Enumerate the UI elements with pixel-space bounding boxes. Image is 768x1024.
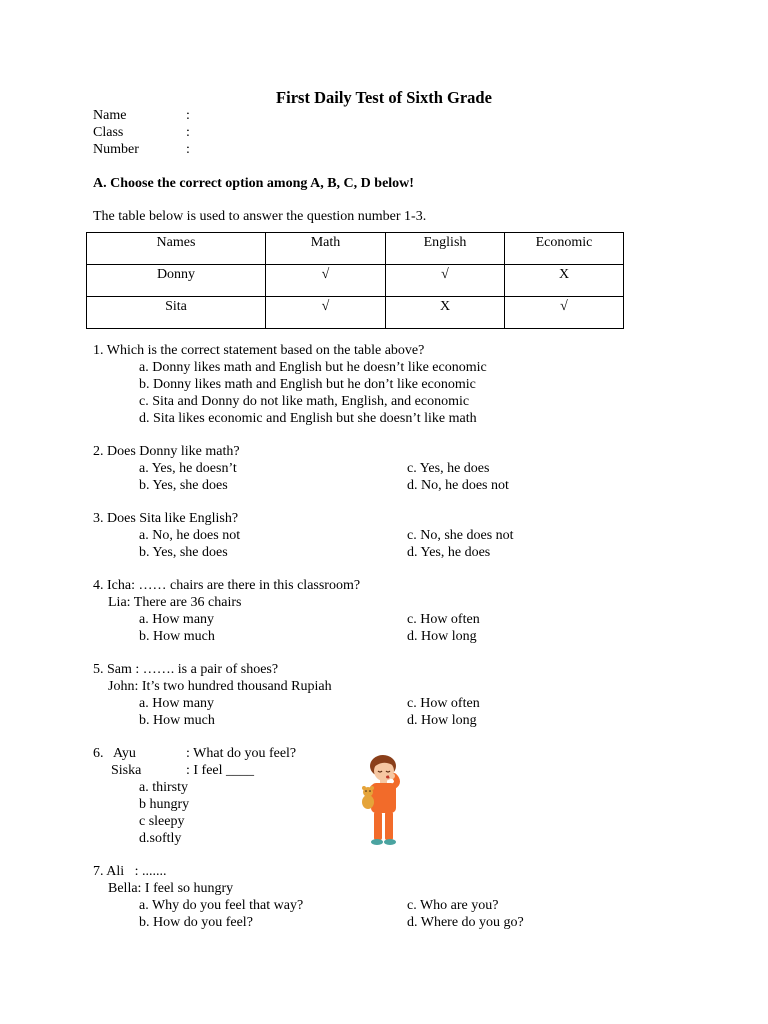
question-1-option-b: b. Donny likes math and English but he don’t like economic <box>139 377 476 392</box>
number-colon: : <box>186 142 190 157</box>
question-6-option-d: d.softly <box>139 831 182 846</box>
question-5-dialogue: John: It’s two hundred thousand Rupiah <box>108 679 332 694</box>
table-header-row <box>87 233 624 265</box>
question-5-option-b: b. How much <box>139 713 215 728</box>
question-7-option-c: c. Who are you? <box>407 898 499 913</box>
question-5-stem: 5. Sam : ……. is a pair of shoes? <box>93 662 279 677</box>
question-6-option-c: c sleepy <box>139 814 185 829</box>
question-1-option-c: c. Sita and Donny do not like math, English, and economic <box>139 394 470 409</box>
question-6-option-b: b hungry <box>139 797 190 812</box>
table-header-cell: Economic <box>505 233 624 265</box>
table-cell: √ <box>386 265 505 297</box>
question-6-line-1: : What do you feel? <box>186 746 297 761</box>
table-cell: √ <box>266 265 386 297</box>
question-4-option-b: b. How much <box>139 629 215 644</box>
question-7-stem: 7. Ali : ....... <box>93 864 167 879</box>
table-header-cell: Names <box>87 233 266 265</box>
table-cell: Donny <box>87 265 266 297</box>
table-header-cell: Math <box>266 233 386 265</box>
question-4-stem: 4. Icha: …… chairs are there in this classroom? <box>93 578 361 593</box>
page-title: First Daily Test of Sixth Grade <box>276 88 492 107</box>
question-1-option-a: a. Donny likes math and English but he doesn’t like economic <box>139 360 487 375</box>
table-row <box>87 297 624 329</box>
question-4-dialogue: Lia: There are 36 chairs <box>108 595 242 610</box>
question-3-option-c: c. No, she does not <box>407 528 514 543</box>
name-label: Name <box>93 108 127 123</box>
question-2-option-a: a. Yes, he doesn’t <box>139 461 237 476</box>
table-cell: √ <box>505 297 624 329</box>
question-7-option-a: a. Why do you feel that way? <box>139 898 304 913</box>
table-intro: The table below is used to answer the question number 1-3. <box>93 209 427 224</box>
question-3-option-d: d. Yes, he does <box>407 545 491 560</box>
question-6-number: 6. <box>93 746 104 761</box>
question-5-option-a: a. How many <box>139 696 215 711</box>
question-4-option-a: a. How many <box>139 612 215 627</box>
question-5-option-c: c. How often <box>407 696 480 711</box>
question-1-option-d: d. Sita likes economic and English but she doesn’t like math <box>139 411 477 426</box>
question-3-option-a: a. No, he does not <box>139 528 241 543</box>
question-3-option-b: b. Yes, she does <box>139 545 228 560</box>
question-6-option-a: a. thirsty <box>139 780 188 795</box>
question-2-option-b: b. Yes, she does <box>139 478 228 493</box>
sleepy-child-illustration <box>356 752 410 848</box>
question-3-stem: 3. Does Sita like English? <box>93 511 239 526</box>
question-7-dialogue: Bella: I feel so hungry <box>108 881 234 896</box>
question-2-stem: 2. Does Donny like math? <box>93 444 240 459</box>
question-6-speaker-2: Siska <box>111 763 142 778</box>
table-header-cell: English <box>386 233 505 265</box>
question-4-option-d: d. How long <box>407 629 477 644</box>
question-7-option-b: b. How do you feel? <box>139 915 253 930</box>
name-colon: : <box>186 108 190 123</box>
subjects-table <box>86 232 624 329</box>
table-cell: X <box>505 265 624 297</box>
table-cell: √ <box>266 297 386 329</box>
table-row <box>87 265 624 297</box>
section-a-heading: A. Choose the correct option among A, B, C, D below! <box>93 176 414 191</box>
class-colon: : <box>186 125 190 140</box>
question-2-option-d: d. No, he does not <box>407 478 509 493</box>
question-1-stem: 1. Which is the correct statement based on the table above? <box>93 343 425 358</box>
question-2-option-c: c. Yes, he does <box>407 461 490 476</box>
table-cell: X <box>386 297 505 329</box>
question-7-option-d: d. Where do you go? <box>407 915 524 930</box>
question-5-option-d: d. How long <box>407 713 477 728</box>
class-label: Class <box>93 125 124 140</box>
question-4-option-c: c. How often <box>407 612 480 627</box>
question-6-speaker-1: Ayu <box>113 746 136 761</box>
number-label: Number <box>93 142 139 157</box>
table-cell: Sita <box>87 297 266 329</box>
question-6-line-2: : I feel ____ <box>186 763 255 778</box>
